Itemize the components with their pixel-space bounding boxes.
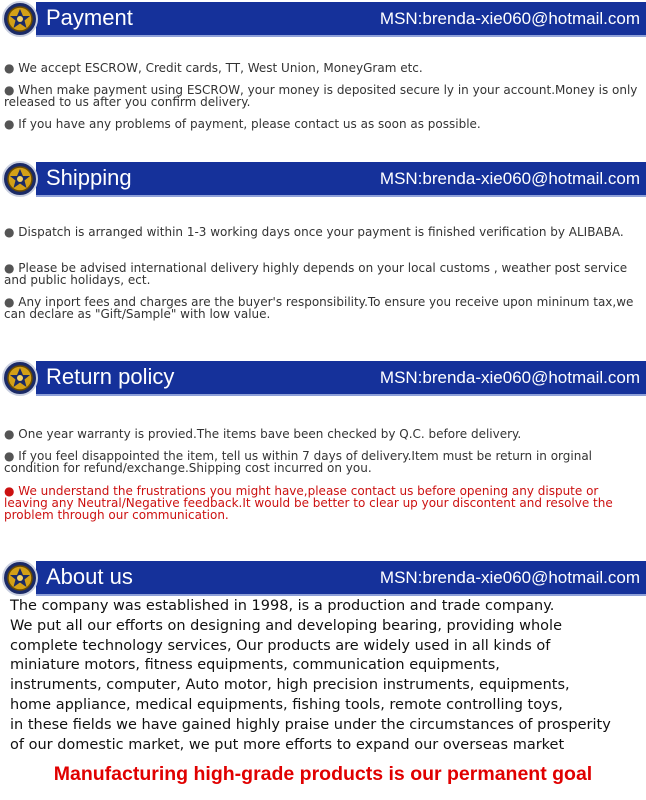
payment-bar — [36, 2, 646, 37]
about-line: in these fields we have gained highly praise under the circumstances of prosperity — [10, 716, 611, 733]
shipping-bar — [36, 162, 646, 197]
payment-badge-icon — [0, 0, 42, 38]
about-line: We put all our efforts on designing and developing bearing, providing whole — [10, 617, 562, 634]
about-title: About us — [46, 564, 133, 589]
goal-slogan: Manufacturing high-grade products is our permanent goal — [53, 763, 593, 785]
shipping-msn-contact[interactable]: MSN:brenda-xie060@hotmail.com — [379, 169, 640, 188]
about-msn-contact[interactable]: MSN:brenda-xie060@hotmail.com — [379, 568, 640, 587]
about-bar — [36, 561, 646, 596]
about-badge-icon — [0, 559, 42, 597]
about-line: instruments, computer, Auto motor, high precision instruments, equipments, — [10, 677, 570, 694]
shipping-bullet-2: ● Please be advised international delivery highly depends on your local customs , weather post service and public holidays, ect. — [4, 261, 628, 287]
about-line: miniature motors, fitness equipments, communication equipments, — [10, 657, 500, 674]
payment-title: Payment — [46, 5, 133, 30]
shipping-title: Shipping — [46, 165, 132, 190]
return-bullet-3-warning: ● We understand the frustrations you might have,please contact us before opening any dispute or leaving any Neutral/Negative feedback.It would be better to clear up your discontent and resolve the problem through our communication. — [4, 484, 613, 522]
return-bar — [36, 361, 646, 396]
return-badge-icon — [0, 359, 42, 397]
shipping-bullet-3: ● Any inport fees and charges are the buyer's responsibility.To ensure you receive upon mininum tax,we can declare as "Gift/Sample" with low value. — [4, 295, 634, 321]
payment-bullet-1: ● We accept ESCROW, Credit cards, TT, West Union, MoneyGram etc. — [4, 61, 423, 75]
about-line: home appliance, medical equipments, fishing tools, remote controlling toys, — [10, 696, 563, 713]
about-text — [10, 597, 640, 755]
payment-bullet-2: ● When make payment using ESCROW, your money is deposited secure ly in your account.Money is only released to us after you confirm delivery. — [4, 83, 638, 109]
return-bullet-1: ● One year warranty is provied.The items bave been checked by Q.C. before delivery. — [4, 427, 522, 441]
shipping-banner — [0, 160, 646, 198]
payment-msn-contact[interactable]: MSN:brenda-xie060@hotmail.com — [379, 9, 640, 28]
return-banner — [0, 359, 646, 397]
shipping-badge-icon — [0, 160, 42, 198]
return-bullet-2: ● If you feel disappointed the item, tell us within 7 days of delivery.Item must be return in orginal condition for refund/exchange.Shipping cost incurred on you. — [4, 449, 593, 475]
return-title: Return policy — [46, 364, 175, 389]
payment-bullet-3: ● If you have any problems of payment, please contact us as soon as possible. — [4, 117, 481, 131]
payment-banner — [0, 0, 646, 38]
about-line: complete technology services, Our products are widely used in all kinds of — [10, 637, 551, 654]
return-msn-contact[interactable]: MSN:brenda-xie060@hotmail.com — [379, 368, 640, 387]
shipping-bullet-1: ● Dispatch is arranged within 1-3 working days once your payment is finished verification by ALIBABA. — [4, 225, 624, 239]
about-line: The company was established in 1998, is a production and trade company. — [10, 598, 555, 614]
about-banner — [0, 559, 646, 597]
about-line: of our domestic market, we put more efforts to expand our overseas market — [10, 736, 565, 753]
